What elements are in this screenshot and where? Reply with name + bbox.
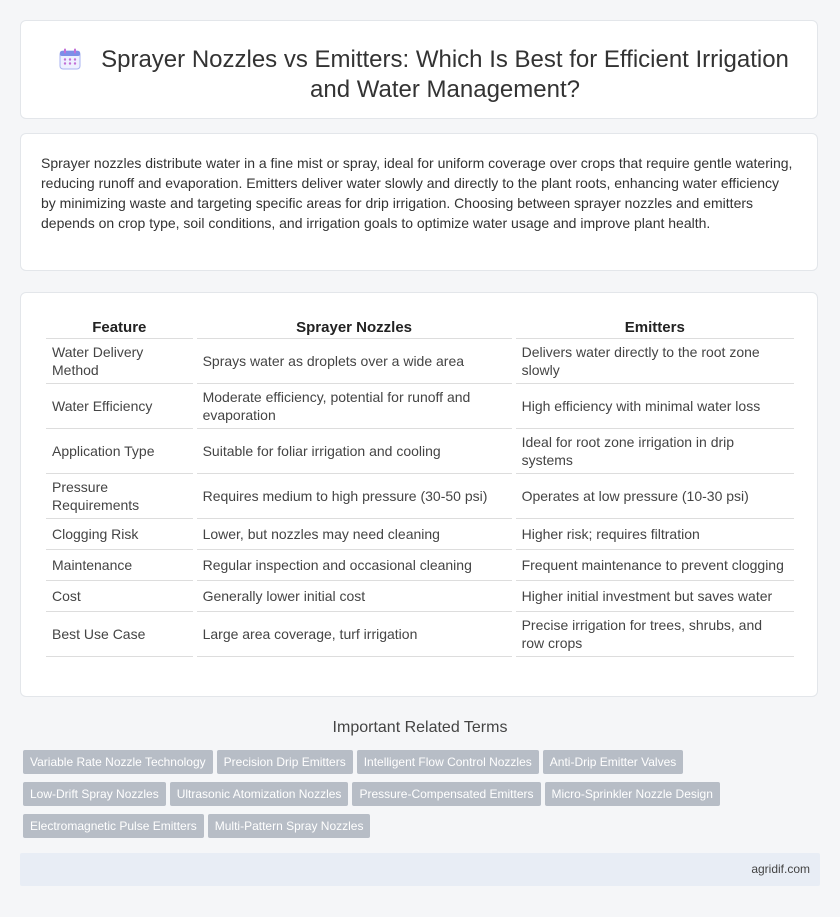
table-cell: Water Efficiency [46,384,193,429]
comparison-table [42,315,798,657]
related-term-tag[interactable]: Low-Drift Spray Nozzles [23,782,166,806]
related-term-tag[interactable]: Intelligent Flow Control Nozzles [357,750,539,774]
footer-site-link[interactable]: agridif.com [751,862,810,876]
table-row [46,339,794,384]
table-row [46,581,794,612]
table-cell: Ideal for root zone irrigation in drip systems [516,429,794,474]
table-cell: Higher risk; requires filtration [516,519,794,550]
table-cell: Delivers water directly to the root zone slowly [516,339,794,384]
table-row [46,519,794,550]
related-terms-heading: Important Related Terms [332,719,508,736]
related-term-tag[interactable]: Electromagnetic Pulse Emitters [23,814,204,838]
related-term-tag[interactable]: Micro-Sprinkler Nozzle Design [545,782,720,806]
table-cell: Best Use Case [46,612,193,657]
related-term-tag[interactable]: Ultrasonic Atomization Nozzles [170,782,349,806]
related-term-tag[interactable]: Pressure-Compensated Emitters [352,782,540,806]
table-cell: Generally lower initial cost [197,581,512,612]
footer [20,853,820,886]
related-term-tag[interactable]: Precision Drip Emitters [217,750,353,774]
table-cell: Suitable for foliar irrigation and cooling [197,429,512,474]
intro-paragraph: Sprayer nozzles distribute water in a fine mist or spray, ideal for uniform coverage over crops that require gentle watering, reducing runoff and evaporation. Emitters deliver water slowly and directly to the plant roots, enhancing water efficiency by minimizing waste and targeting specific areas for drip irrigation. Choosing between sprayer nozzles and emitters depends on crop type, soil conditions, and irrigation goals to optimize water usage and improve plant health. [41,155,793,231]
table-cell: Precise irrigation for trees, shrubs, and row crops [516,612,794,657]
related-term-tag[interactable]: Anti-Drip Emitter Valves [543,750,683,774]
comparison-card [20,292,818,697]
table-cell: Requires medium to high pressure (30-50 psi) [197,474,512,519]
table-row [46,550,794,581]
related-terms-list [23,750,803,846]
related-term-tag[interactable]: Multi-Pattern Spray Nozzles [208,814,371,838]
header-emitters: Emitters [516,315,794,339]
table-row [46,429,794,474]
intro-card [20,133,818,271]
table-row [46,612,794,657]
table-cell: Clogging Risk [46,519,193,550]
table-cell: High efficiency with minimal water loss [516,384,794,429]
table-row [46,384,794,429]
related-term-tag[interactable]: Variable Rate Nozzle Technology [23,750,213,774]
table-cell: Moderate efficiency, potential for runoff and evaporation [197,384,512,429]
table-cell: Sprays water as droplets over a wide area [197,339,512,384]
table-cell: Maintenance [46,550,193,581]
table-cell: Application Type [46,429,193,474]
table-cell: Operates at low pressure (10-30 psi) [516,474,794,519]
header-feature: Feature [46,315,193,339]
table-cell: Regular inspection and occasional cleaning [197,550,512,581]
table-cell: Lower, but nozzles may need cleaning [197,519,512,550]
table-header-row [46,315,794,339]
table-cell: Cost [46,581,193,612]
page-title: Sprayer Nozzles vs Emitters: Which Is Best for Efficient Irrigation and Water Management? [101,46,789,103]
table-cell: Water Delivery Method [46,339,193,384]
table-cell: Large area coverage, turf irrigation [197,612,512,657]
calendar-icon [59,48,81,70]
title-card [20,20,818,119]
table-cell: Frequent maintenance to prevent clogging [516,550,794,581]
header-sprayer-nozzles: Sprayer Nozzles [197,315,512,339]
table-cell: Higher initial investment but saves water [516,581,794,612]
table-row [46,474,794,519]
table-cell: Pressure Requirements [46,474,193,519]
